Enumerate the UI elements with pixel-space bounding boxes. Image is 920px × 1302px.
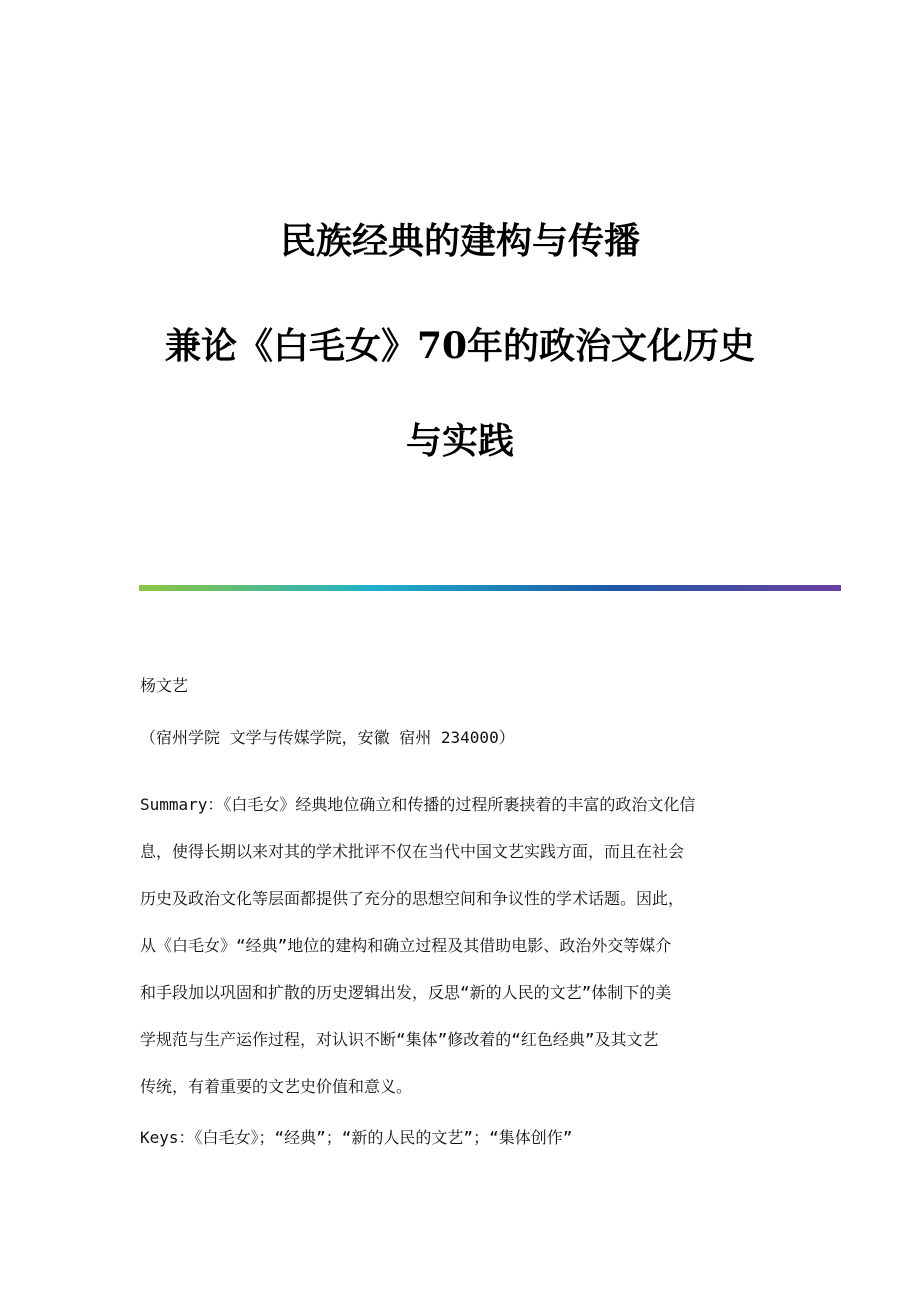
summary-line: 学规范与生产运作过程，对认识不断“集体”修改着的“红色经典”及其文艺 [140,1030,659,1049]
author-name: 杨文艺 [140,676,189,695]
summary-line: 息，使得长期以来对其的学术批评不仅在当代中国文艺实践方面，而且在社会 [140,842,685,861]
author-affiliation: （宿州学院 文学与传媒学院，安徽 宿州 234000） [140,728,515,747]
summary-line: 传统，有着重要的文艺史价值和意义。 [140,1077,413,1096]
title-line-3: 与实践 [405,420,514,462]
summary-line: 从《白毛女》“经典”地位的建构和确立过程及其借助电影、政治外交等媒介 [140,936,672,955]
summary-line: Summary：《白毛女》经典地位确立和传播的过程所裹挟着的丰富的政治文化信 [140,795,696,814]
summary-line: 和手段加以巩固和扩散的历史逻辑出发，反思“新的人民的文艺”体制下的美 [140,983,672,1002]
gradient-divider [139,585,841,591]
title-line-1: 民族经典的建构与传播 [279,220,640,262]
keywords-line: Keys：《白毛女》；“经典”；“新的人民的文艺”；“集体创作” [140,1128,573,1147]
summary-line: 历史及政治文化等层面都提供了充分的思想空间和争议性的学术话题。因此， [140,889,685,908]
title-line-2: 兼论《白毛女》70年的政治文化历史 [164,325,756,367]
summary-paragraph [140,781,785,1110]
